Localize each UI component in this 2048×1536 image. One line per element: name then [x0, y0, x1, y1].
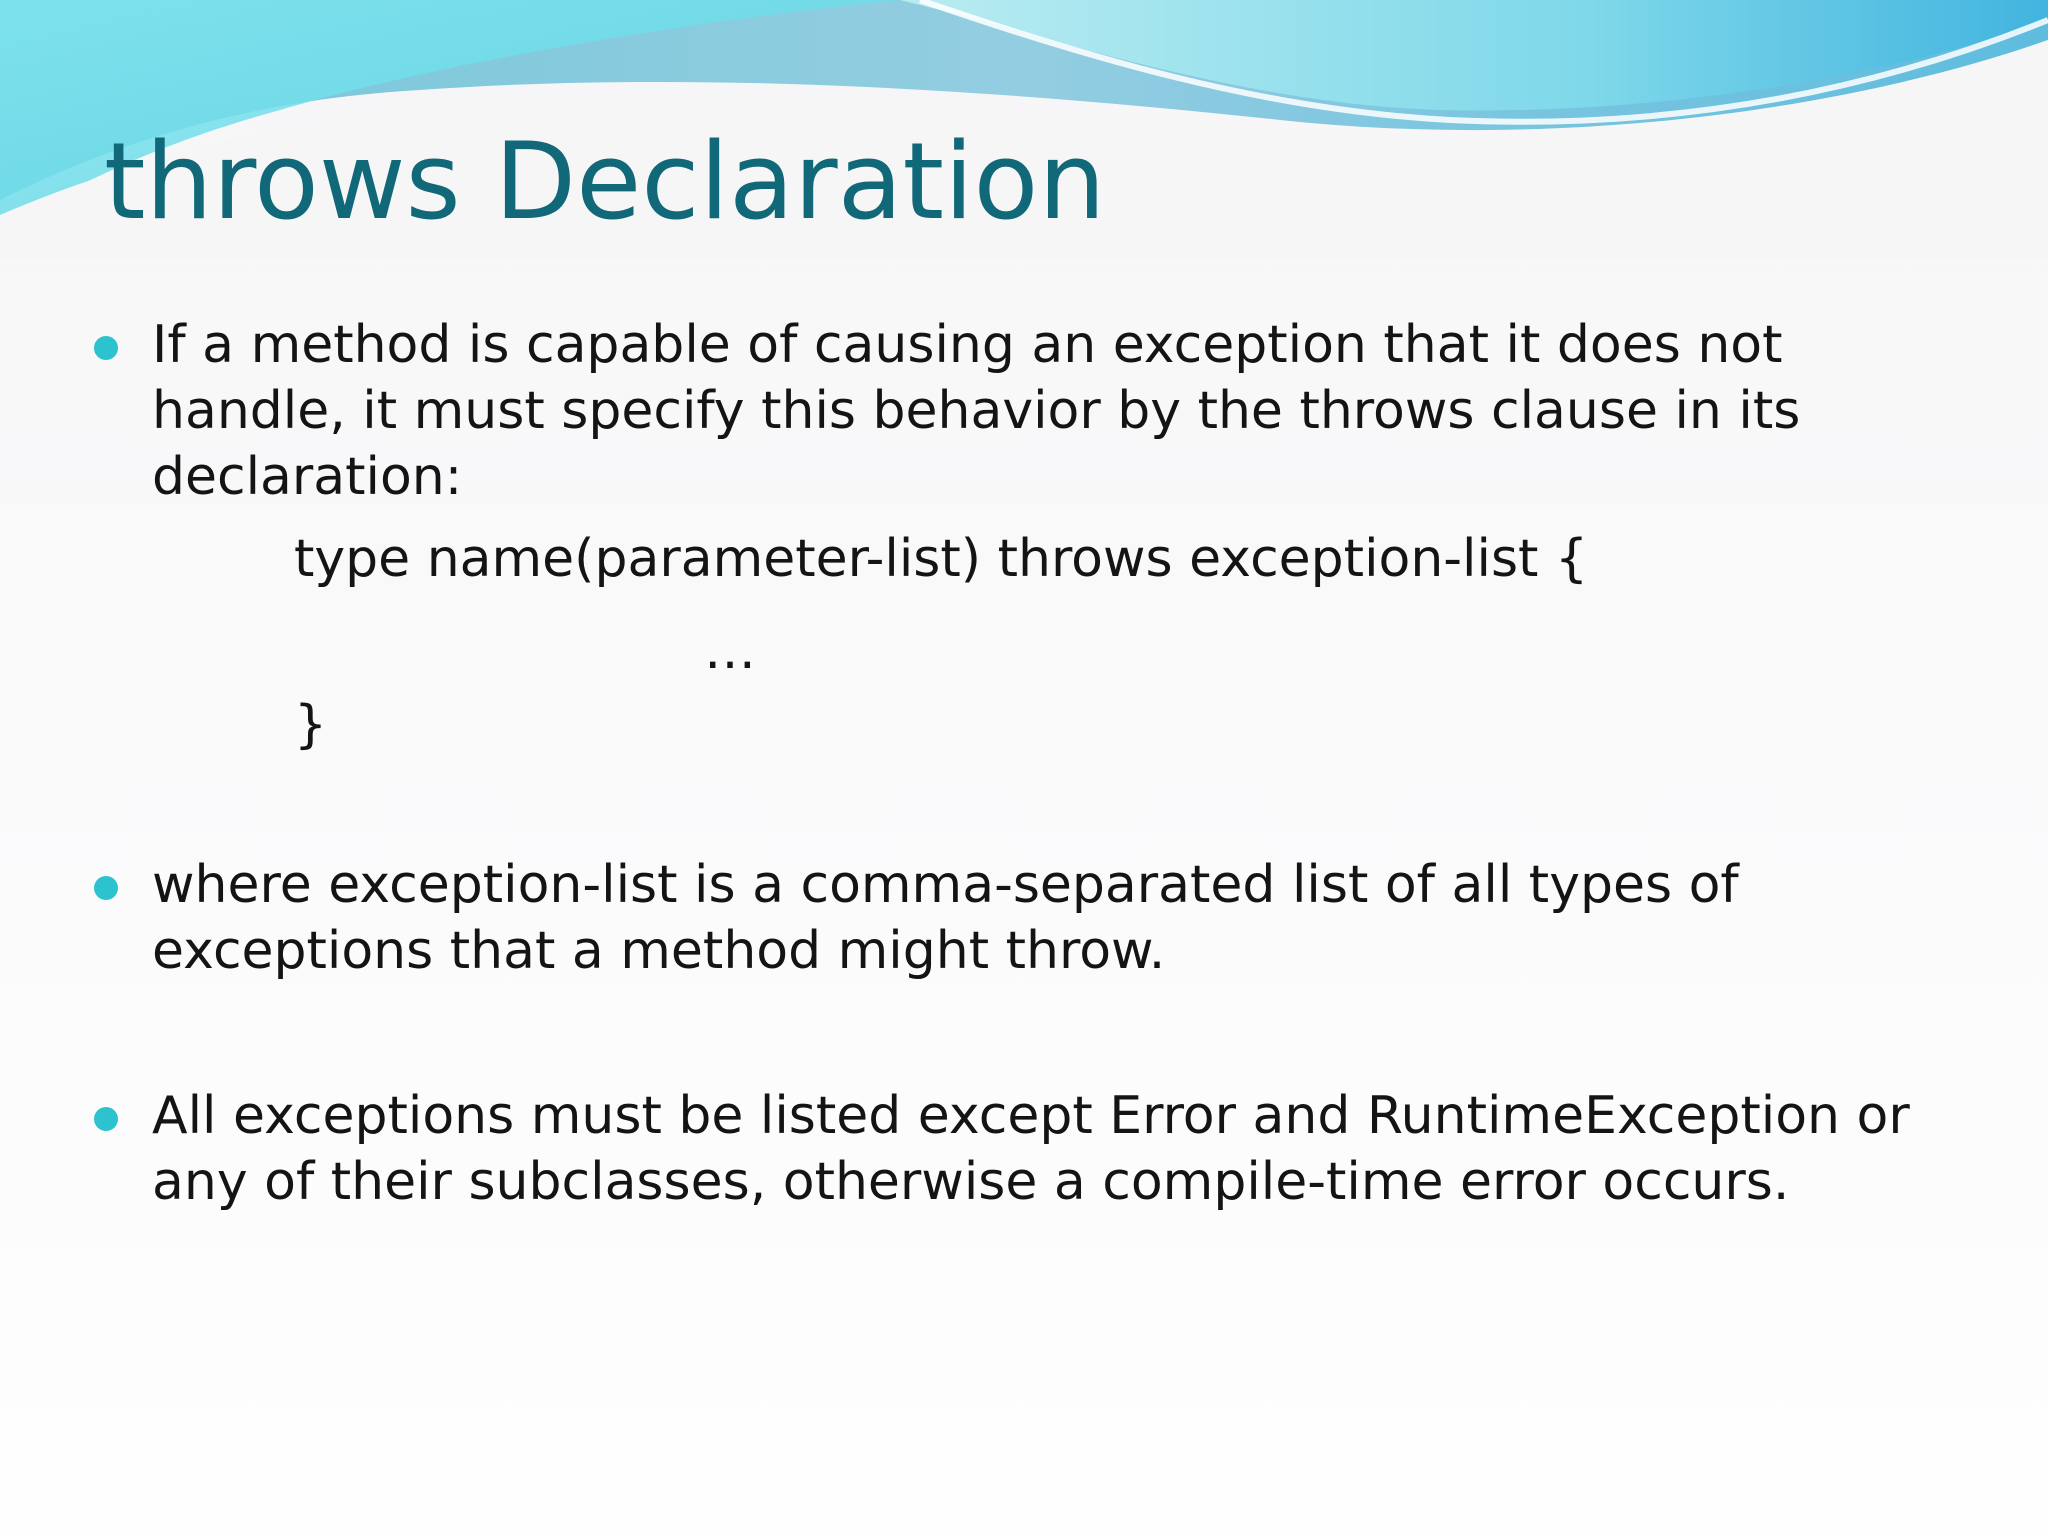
- slide-title: throws Declaration: [104, 120, 1106, 243]
- bullet-text: If a method is capable of causing an exception that it does not handle, it must specify this behavior by the throws clause in its declaration:: [152, 315, 1801, 507]
- code-ellipsis: …: [704, 621, 756, 681]
- code-closing-brace: }: [294, 695, 328, 755]
- bullet-text: All exceptions must be listed except Error and RuntimeException or any of their subclasses, otherwise a compile-time error occurs.: [152, 1086, 1910, 1212]
- bullet-text: where exception-list is a comma-separated list of all types of exceptions that a method might throw.: [152, 855, 1739, 981]
- bullet-dot-icon: [94, 876, 118, 900]
- bullet-dot-icon: [94, 336, 118, 360]
- code-signature: type name(parameter-list) throws exception-list {: [294, 529, 1589, 589]
- bullet-dot-icon: [94, 1107, 118, 1131]
